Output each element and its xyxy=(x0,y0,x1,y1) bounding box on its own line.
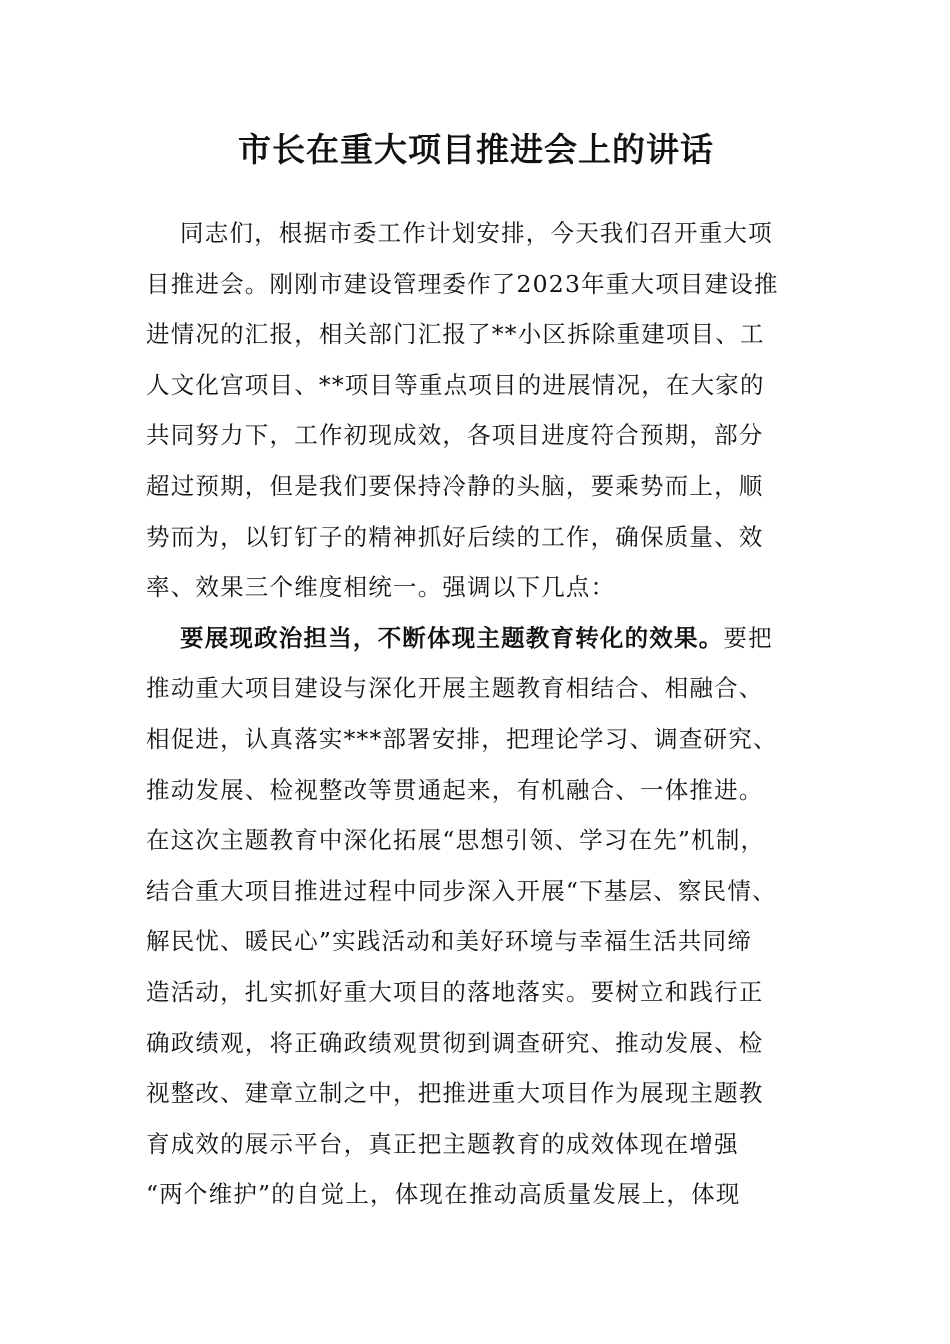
text-line: 同志们，根据市委工作计划安排，今天我们召开重大项 xyxy=(180,219,773,247)
document-title: 市长在重大项目推进会上的讲话 xyxy=(238,130,714,169)
text-line: 育成效的展示平台，真正把主题教育的成效体现在增强 xyxy=(146,1129,739,1158)
heading-line-rest: 要把 xyxy=(723,623,773,652)
text-line: “两个维护”的自觉上，体现在推动高质量发展上，体现 xyxy=(146,1180,741,1209)
text-line: 在这次主题教育中深化拓展“思想引领、学习在先”机制， xyxy=(146,826,766,855)
text-line: 视整改、建章立制之中，把推进重大项目作为展现主题教 xyxy=(146,1079,764,1108)
text-line: 共同努力下，工作初现成效，各项目进度符合预期，部分 xyxy=(146,421,764,450)
document-body xyxy=(146,208,806,1220)
text-line: 人文化宫项目、**项目等重点项目的进展情况，在大家的 xyxy=(146,370,765,399)
text-line: 解民忧、暖民心”实践活动和美好环境与幸福生活共同缔 xyxy=(146,927,753,956)
text-line: 推动发展、检视整改等贯通起来，有机融合、一体推进。 xyxy=(146,775,764,804)
text-line: 率、效果三个维度相统一。强调以下几点： xyxy=(146,573,616,602)
text-line: 确政绩观，将正确政绩观贯彻到调查研究、推动发展、检 xyxy=(146,1028,764,1057)
text-line: 相促进，认真落实***部署安排，把理论学习、调查研究、 xyxy=(146,724,778,753)
text-line: 进情况的汇报，相关部门汇报了**小区拆除重建项目、工 xyxy=(146,320,765,349)
document-page xyxy=(146,120,806,1220)
paragraph-heading: 要展现政治担当，不断体现主题教育转化的效果。 xyxy=(180,623,724,652)
text-line: 造活动，扎实抓好重大项目的落地落实。要树立和践行正 xyxy=(146,977,764,1006)
text-line: 结合重大项目推进过程中同步深入开展“下基层、察民情、 xyxy=(146,876,777,905)
paragraph-political-responsibility xyxy=(146,613,806,1220)
text-line: 超过预期，但是我们要保持冷静的头脑，要乘势而上，顺 xyxy=(146,471,764,500)
text-line: 推动重大项目建设与深化开展主题教育相结合、相融合、 xyxy=(146,674,764,703)
text-line-with-heading xyxy=(146,613,806,664)
text-line: 势而为，以钉钉子的精神抓好后续的工作，确保质量、效 xyxy=(146,522,764,551)
paragraph-opening xyxy=(146,208,806,613)
text-line: 目推进会。刚刚市建设管理委作了2023年重大项目建设推 xyxy=(146,269,779,298)
